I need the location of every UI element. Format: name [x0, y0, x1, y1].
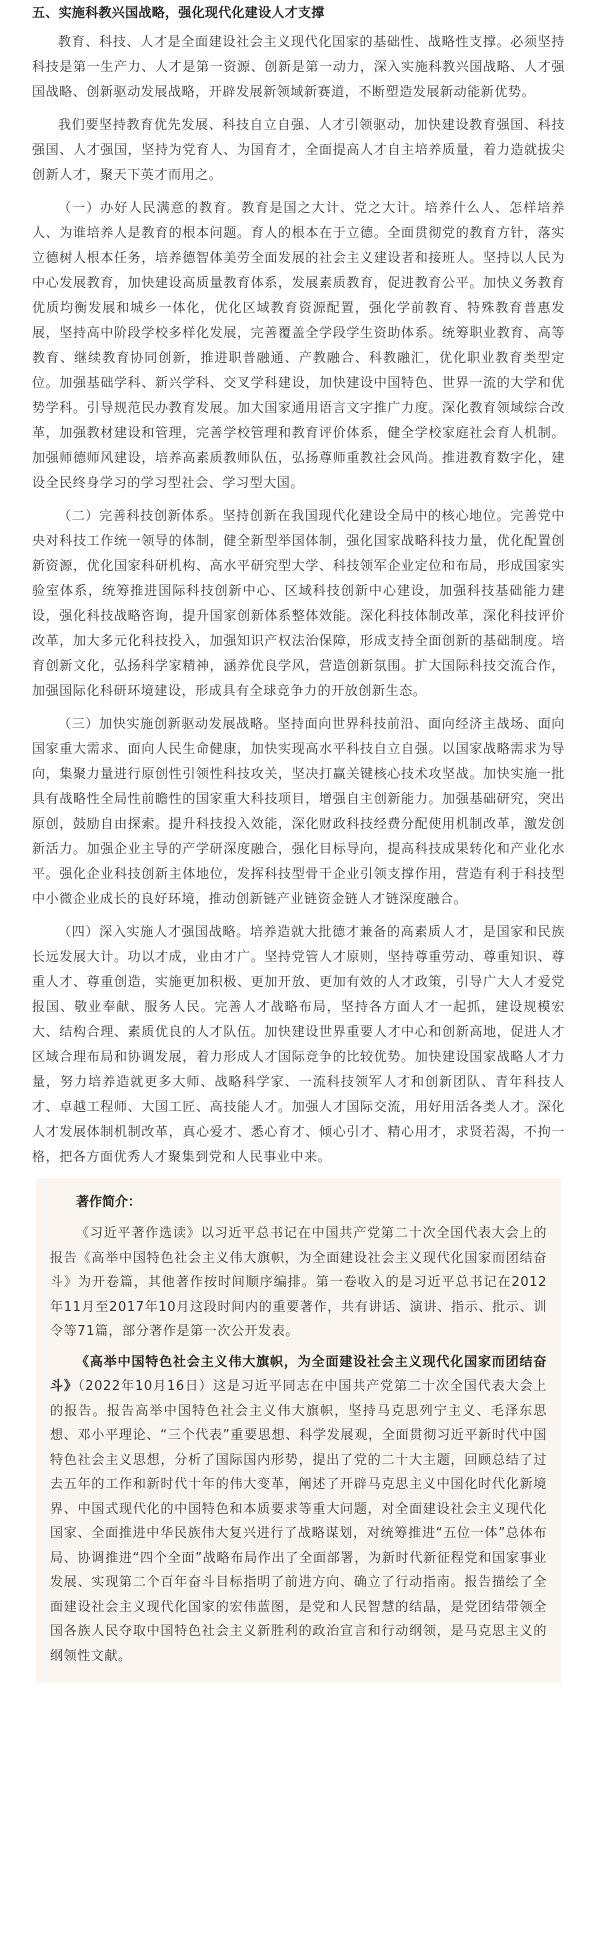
book-intro-heading: 著作简介： [76, 1195, 142, 1210]
paragraph-talent-strategy: （四）深入实施人才强国战略。培养造就大批德才兼备的高素质人才，是国家和民族长远发展大计。功以才成，业由才广。坚持党管人才原则，坚持尊重劳动、尊重知识、尊重人才、尊重创造，实施更加积极、更加开放、更加有效的人才政策，引导广大人才爱党报国、敬业奉献、服务人民。完善人才战略布局，坚持各方面人才一起抓，建设规模宏大、结构合理、素质优良的人才队伍。加快建设世界重要人才中心和创新高地，促进人才区域合理布局和协调发展，着力形成人才国际竞争的比较优势。加快建设国家战略人才力量，努力培养造就更多大师、战略科学家、一流科技领军人才和创新团队、青年科技人才、卓越工程师、大国工匠、高技能人才。加强人才国际交流，用好用活各类人才。深化人才发展体制机制改革，真心爱才、悉心育才、倾心引才、精心用才，求贤若渴，不拘一格，把各方面优秀人才聚集到党和人民事业中来。 [32, 925, 565, 1165]
book-intro-paragraph: 《习近平著作选读》以习近平总书记在中国共产党第二十次全国代表大会上的报告《高举中国特色社会主义伟大旗帜，为全面建设社会主义现代化国家而团结奋斗》为开卷篇，其他著作按时间顺序编排。第一卷收入的是习近平总书记在2012年11月至2017年10月这段时间内的重要著作，共有讲话、演讲、指示、批示、训令等71篇，部分著作是第一次公开发表。 [50, 1226, 547, 1339]
book-intro-box [36, 1178, 561, 1683]
paragraph-education: （一）办好人民满意的教育。教育是国之大计、党之大计。培养什么人、怎样培养人、为谁培养人是教育的根本问题。育人的根本在于立德。全面贯彻党的教育方针，落实立德树人根本任务，培养德智体美劳全面发展的社会主义建设者和接班人。坚持以人民为中心发展教育，加快建设高质量教育体系，发展素质教育，促进教育公平。加快义务教育优质均衡发展和城乡一体化，优化区域教育资源配置，强化学前教育、特殊教育普惠发展，坚持高中阶段学校多样化发展，完善覆盖全学段学生资助体系。统筹职业教育、高等教育、继续教育协同创新，推进职普融通、产教融合、科教融汇，优化职业教育类型定位。加强基础学科、新兴学科、交叉学科建设，加快建设中国特色、世界一流的大学和优势学科。引导规范民办教育发展。加大国家通用语言文字推广力度。深化教育领域综合改革，加强教材建设和管理，完善学校管理和教育评价体系，健全学校家庭社会育人机制。加强师德师风建设，培养高素质教师队伍，弘扬尊师重教社会风尚。推进教育数字化，建设全民终身学习的学习型社会、学习型大国。 [32, 201, 565, 491]
paragraph-intro: 教育、科技、人才是全面建设社会主义现代化国家的基础性、战略性支撑。必须坚持科技是第一生产力、人才是第一资源、创新是第一动力，深入实施科教兴国战略、人才强国战略、创新驱动发展战略，开辟发展新领域新赛道，不断塑造发展新动能新优势。 [32, 35, 565, 100]
paragraph-goals: 我们要坚持教育优先发展、科技自立自强、人才引领驱动，加快建设教育强国、科技强国、人才强国，坚持为党育人、为国育才，全面提高人才自主培养质量，着力造就拔尖创新人才，聚天下英才而用之。 [32, 118, 565, 183]
report-intro-paragraph [50, 1351, 547, 1670]
report-description: （2022年10月16日）这是习近平同志在中国共产党第二十次全国代表大会上的报告。报告高举中国特色社会主义伟大旗帜，坚持马克思列宁主义、毛泽东思想、邓小平理论、“三个代表”重要思想、科学发展观，全面贯彻习近平新时代中国特色社会主义思想，分析了国际国内形势，提出了党的二十大主题，回顾总结了过去五年的工作和新时代十年的伟大变革，阐述了开辟马克思主义中国化时代化新境界、中国式现代化的中国特色和本质要求等重大问题，对全面建设社会主义现代化国家、全面推进中华民族伟大复兴进行了战略谋划，对统筹推进“五位一体”总体布局、协调推进“四个全面”战略布局作出了全面部署，为新时代新征程党和国家事业发展、实现第二个百年奋斗目标指明了前进方向、确立了行动指南。报告描绘了全面建设社会主义现代化国家的宏伟蓝图，是党和人民智慧的结晶，是党团结带领全国各族人民夺取中国特色社会主义新胜利的政治宣言和行动纲领，是马克思主义的纲领性文献。 [50, 1379, 548, 1664]
paragraph-innovation-system: （二）完善科技创新体系。坚持创新在我国现代化建设全局中的核心地位。完善党中央对科技工作统一领导的体制，健全新型举国体制，强化国家战略科技力量，优化配置创新资源，优化国家科研机构、高水平研究型大学、科技领军企业定位和布局，形成国家实验室体系，统筹推进国际科技创新中心、区域科技创新中心建设，加强科技基础能力建设，强化科技战略咨询，提升国家创新体系整体效能。深化科技体制改革，深化科技评价改革，加大多元化科技投入，加强知识产权法治保障，形成支持全面创新的基础制度。培育创新文化，弘扬科学家精神，涵养优良学风，营造创新氛围。扩大国际科技交流合作，加强国际化科研环境建设，形成具有全球竞争力的开放创新生态。 [32, 509, 565, 699]
paragraph-innovation-strategy: （三）加快实施创新驱动发展战略。坚持面向世界科技前沿、面向经济主战场、面向国家重大需求、面向人民生命健康，加快实现高水平科技自立自强。以国家战略需求为导向，集聚力量进行原创性引领性科技攻关，坚决打赢关键核心技术攻坚战。加快实施一批具有战略性全局性前瞻性的国家重大科技项目，增强自主创新能力。加强基础研究，突出原创，鼓励自由探索。提升科技投入效能，深化财政科技经费分配使用机制改革，激发创新活力。加强企业主导的产学研深度融合，强化目标导向，提高科技成果转化和产业化水平。强化企业科技创新主体地位，发挥科技型骨干企业引领支撑作用，营造有利于科技型中小微企业成长的良好环境，推动创新链产业链资金链人才链深度融合。 [32, 717, 565, 907]
section-title: 五、实施科教兴国战略，强化现代化建设人才支撑 [32, 6, 325, 21]
report-title: 《高举中国特色社会主义伟大旗帜，为全面建设社会主义现代化国家而团结奋斗》 [50, 1354, 547, 1394]
